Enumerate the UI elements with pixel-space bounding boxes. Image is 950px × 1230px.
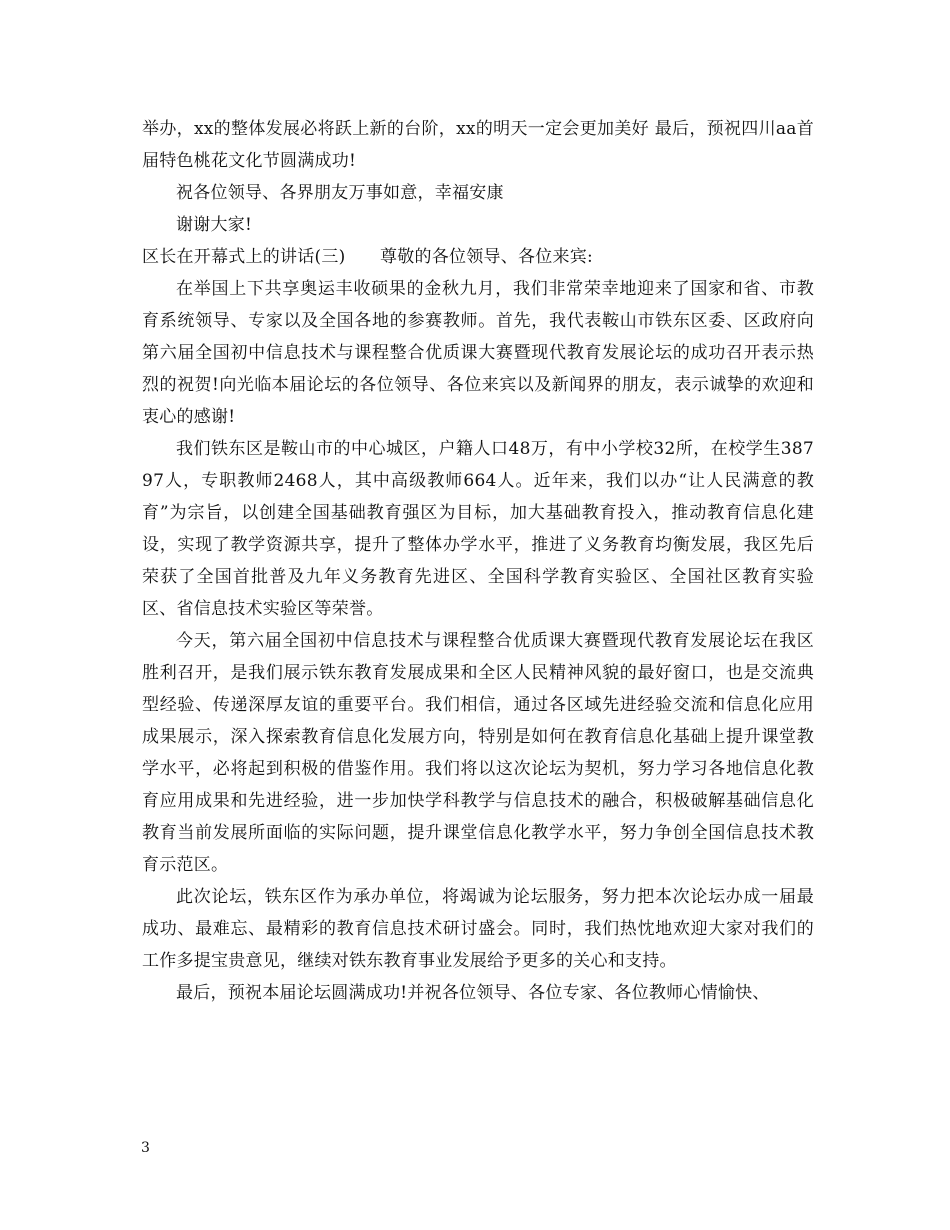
paragraph-final-wishes: 最后，预祝本届论坛圆满成功!并祝各位领导、各位专家、各位教师心情愉快、 [176,983,770,1003]
paragraph-closing-continuation: 举办，xx的整体发展必将跃上新的台阶，xx的明天一定会更加美好 最后，预祝四川aa首届特色桃花文化节圆满成功! [142,119,814,171]
paragraph-welcome: 在举国上下共享奥运丰收硕果的金秋九月，我们非常荣幸地迎来了国家和省、市教育系统领导、专家以及全国各地的参赛教师。首先，我代表鞍山市铁东区委、区政府向第六届全国初中信息技术与课程整合优质课大赛暨现代教育发展论坛的成功召开表示热烈的祝贺!向光临本届论坛的各位领导、各位来宾以及新闻界的朋友，表示诚挚的欢迎和衷心的感谢! [142,279,814,427]
page-number: 3 [141,1140,150,1156]
document-body [142,113,814,1009]
section-title-and-salutation: 区长在开幕式上的讲话(三) 尊敬的各位领导、各位来宾: [142,247,593,267]
paragraph-forum-significance: 今天，第六届全国初中信息技术与课程整合优质课大赛暨现代教育发展论坛在我区胜利召开，是我们展示铁东教育发展成果和全区人民精神风貌的最好窗口，也是交流典型经验、传递深厚友谊的重要平台。我们相信，通过各区域先进经验交流和信息化应用成果展示，深入探索教育信息化发展方向，特别是如何在教育信息化基础上提升课堂教学水平，必将起到积极的借鉴作用。我们将以这次论坛为契机，努力学习各地信息化教育应用成果和先进经验，进一步加快学科教学与信息技术的融合，积极破解基础信息化教育当前发展所面临的实际问题，提升课堂信息化教学水平，努力争创全国信息技术教育示范区。 [142,631,814,875]
paragraph-wishes: 祝各位领导、各界朋友万事如意，幸福安康 [176,183,504,203]
paragraph-district-overview: 我们铁东区是鞍山市的中心城区，户籍人口48万，有中小学校32所，在校学生38797人，专职教师2468人，其中高级教师664人。近年来，我们以办“让人民满意的教育”为宗旨，以创建全国基础教育强区为目标，加大基础教育投入，推动教育信息化建设，实现了教学资源共享，提升了整体办学水平，推进了义务教育均衡发展，我区先后荣获了全国首批普及九年义务教育先进区、全国科学教育实验区、全国社区教育实验区、省信息技术实验区等荣誉。 [142,439,814,619]
paragraph-thanks: 谢谢大家! [176,215,253,235]
paragraph-host-commitment: 此次论坛，铁东区作为承办单位，将竭诚为论坛服务，努力把本次论坛办成一届最成功、最难忘、最精彩的教育信息技术研讨盛会。同时，我们热忱地欢迎大家对我们的工作多提宝贵意见，继续对铁东教育事业发展给予更多的关心和支持。 [142,887,814,971]
